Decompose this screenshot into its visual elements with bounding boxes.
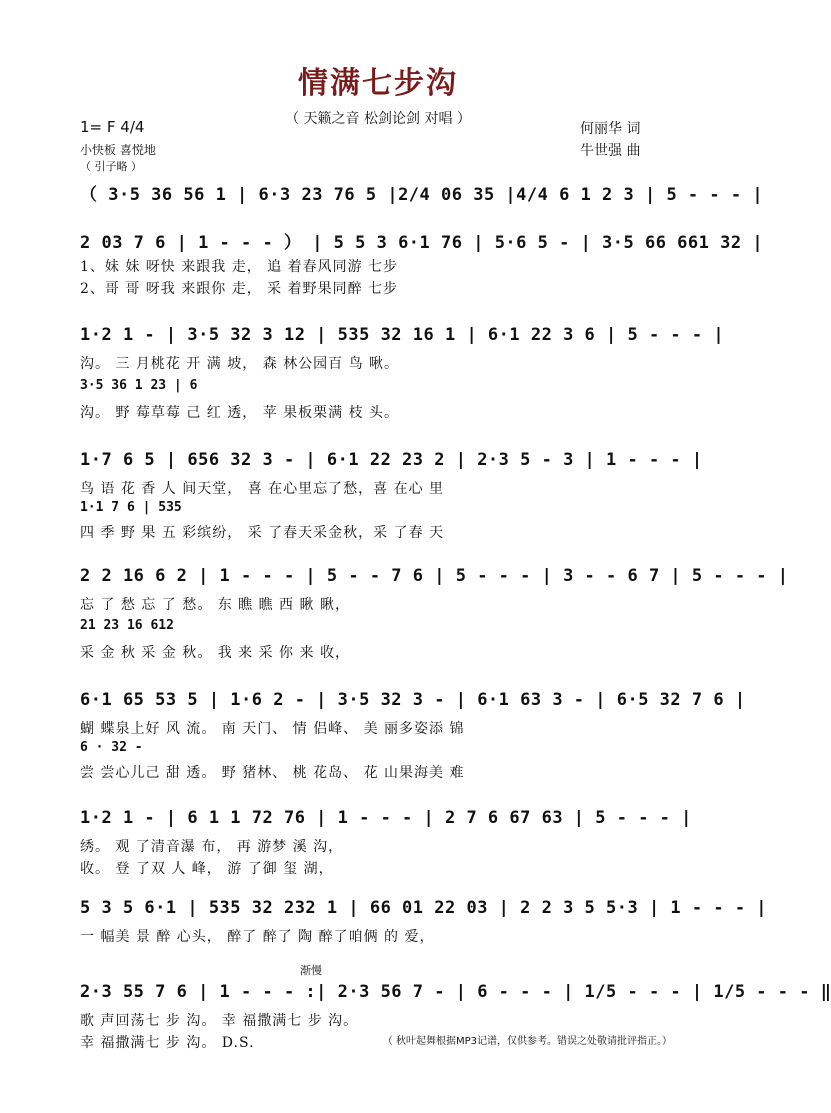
system-9-lyric-2: 幸 福撒满七 步 沟。 D.S. (80, 1035, 255, 1051)
system-4-lyric-1: 鸟 语 花 香 人 间天堂， 喜 在心里忘了愁，喜 在心 里 (80, 481, 445, 497)
tempo-mark-rit: 渐慢 (300, 964, 322, 977)
system-8-lyric-1: 一 幅美 景 醉 心头， 醉了 醉了 陶 醉了咱俩 的 爱， (80, 929, 435, 945)
transcription-footnote: （ 秋叶起舞根据MP3记谱，仅供参考。错误之处敬请批评指正。） (382, 1036, 672, 1047)
composer-credit: 牛世强 曲 (580, 143, 641, 159)
system-8-notes: 5 3 5 6·1 | 535 32 232 1 | 66 01 22 03 | 2 2 3 5 5·3 | 1 - - - | (80, 898, 768, 918)
system-9-lyric-1: 歌 声回荡七 步 沟。 幸 福撒满七 步 沟。 (80, 1013, 359, 1029)
system-6-lyric-1: 蝴 蝶泉上好 风 流。 南 天门、 情 侣峰、 美 丽多姿添 锦 (80, 721, 465, 737)
system-3-lyric-2: 沟。 野 莓草莓 己 红 透， 苹 果板栗满 枝 头。 (80, 405, 400, 421)
lyricist-credit: 何丽华 词 (580, 121, 641, 137)
song-subtitle: （ 天籁之音 松剑论剑 对唱 ） (285, 111, 471, 127)
system-3-lyric-1: 沟。 三 月桃花 开 满 坡， 森 林公园百 鸟 啾。 (80, 356, 400, 372)
system-2-notes: 2 03 7 6 | 1 - - - ） | 5 5 3 6·1 76 | 5·6 5 - | 3·5 66 661 32 | (80, 233, 764, 253)
tempo-expression: 小快板 喜悦地 (80, 143, 156, 157)
system-4-alt-notes: 1·1 7 6 | 535 (80, 500, 182, 515)
system-4-lyric-2: 四 季 野 果 五 彩缤纷， 采 了春天采金秋，采 了春 天 (80, 525, 445, 541)
system-9-notes: 2·3 55 7 6 | 1 - - - :| 2·3 56 7 - | 6 - - - | 1/5 - - - | 1/5 - - - ‖ (80, 982, 831, 1002)
system-5-alt-notes: 21 23 16 612 (80, 618, 174, 633)
system-6-alt-notes: 6 · 32 - (80, 740, 143, 755)
key-signature: 1= F 4/4 (80, 118, 145, 136)
system-5-notes: 2 2 16 6 2 | 1 - - - | 5 - - 7 6 | 5 - - - | 3 - - 6 7 | 5 - - - | (80, 566, 789, 586)
system-7-lyric-2: 收。 登 了双 人 峰， 游 了御 玺 湖， (80, 861, 334, 877)
system-6-lyric-2: 尝 尝心儿己 甜 透。 野 猪林、 桃 花岛、 花 山果海美 难 (80, 765, 465, 781)
system-7-notes: 1·2 1 - | 6 1 1 72 76 | 1 - - - | 2 7 6 67 63 | 5 - - - | (80, 808, 692, 828)
system-6-notes: 6·1 65 53 5 | 1·6 2 - | 3·5 32 3 - | 6·1 63 3 - | 6·5 32 7 6 | (80, 690, 746, 710)
system-7-lyric-1: 绣。 观 了清音瀑 布， 再 游梦 溪 沟， (80, 839, 344, 855)
system-5-lyric-1: 忘 了 愁 忘 了 愁。 东 瞧 瞧 西 瞅 瞅， (80, 597, 350, 613)
intro-note: （ 引子略 ） (80, 160, 142, 173)
system-4-notes: 1·7 6 5 | 656 32 3 - | 6·1 22 23 2 | 2·3 5 - 3 | 1 - - - | (80, 450, 703, 470)
system-2-lyric-2: 2、哥 哥 呀我 来跟你 走， 采 着野果同醉 七步 (80, 281, 399, 297)
system-3-alt-notes: 3·5 36 1 23 | 6 (80, 378, 198, 393)
system-3-notes: 1·2 1 - | 3·5 32 3 12 | 535 32 16 1 | 6·1 22 3 6 | 5 - - - | (80, 325, 725, 345)
system-2-lyric-1: 1、妹 妹 呀快 来跟我 走， 追 着春风同游 七步 (80, 259, 399, 275)
song-title: 情满七步沟 (298, 66, 458, 101)
system-5-lyric-2: 采 金 秋 采 金 秋。 我 来 采 你 来 收， (80, 645, 350, 661)
system-1-notes: （ 3·5 36 56 1 | 6·3 23 76 5 |2/4 06 35 |4/4 6 1 2 3 | 5 - - - | (80, 185, 764, 205)
